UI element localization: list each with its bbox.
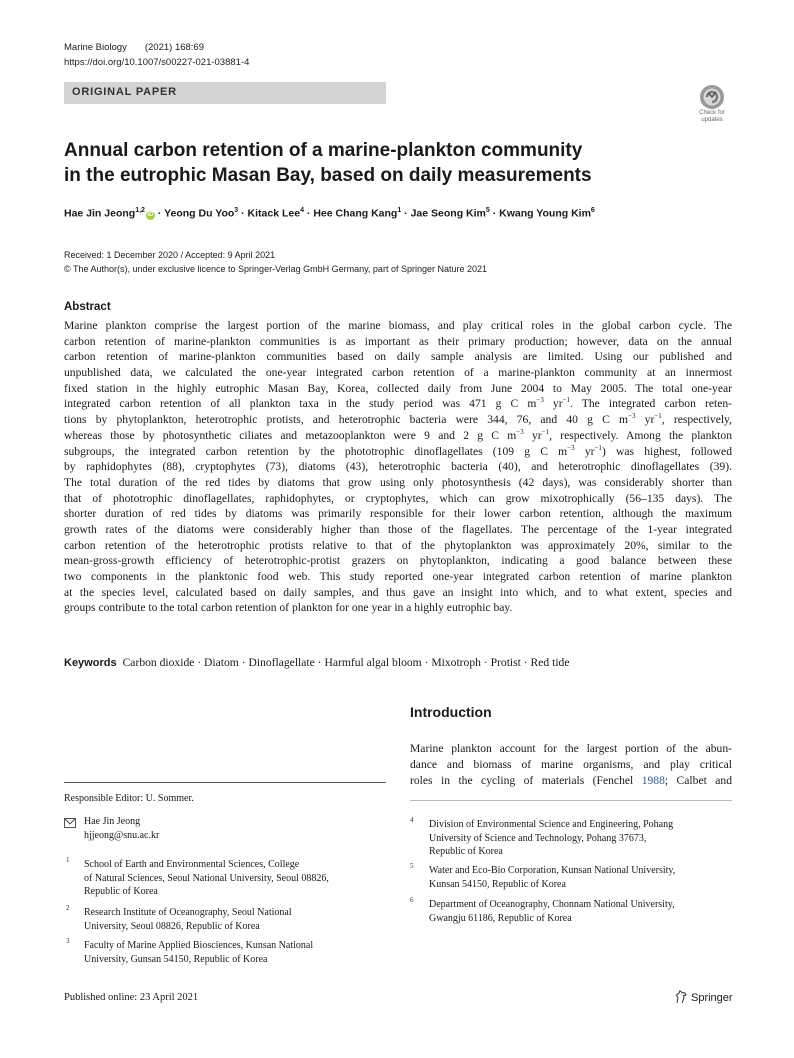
affiliation-number: 3 [66,937,70,945]
text-line: subgroups, the integrated carbon retention by the phototrophic dinoflagellates (109 g C $m^{-3}$ $yr^{-1}$) was highest, followed [64,443,732,458]
affiliation [84,858,384,899]
check-updates-label-1: Check for [699,110,725,116]
author-name[interactable]: Hae Jin Jeong [64,207,136,220]
author-name[interactable]: Yeong Du Yoo [164,207,235,220]
text-line: fixed station in the highly eutrophic Masan Bay, Korea, collected daily from June 2004 to May 2005. The total one-year [64,381,732,395]
text-line: two components in the planktonic food web. This study reported one-year integrated carbon retention of marine plankton [64,570,732,583]
journal-volume: (2021) 168:69 [144,42,205,53]
paper-type-banner [64,82,386,104]
affiliation [429,898,729,925]
affiliation-line: University, Seoul 08826, Republic of Korea [84,920,260,932]
author-affiliation-ref: 6 [590,207,595,214]
author-affiliation-ref: 4 [300,207,304,214]
check-updates-icon [699,84,725,110]
affiliation-line: University of Science and Technology, Pohang 37673, [429,832,647,844]
abstract-body [64,318,732,616]
affiliation [429,864,729,891]
text-line: mean-gross-growth efficiency of heterotrophic-protist grazers on phytoplankton, indicating a good balance between these [64,554,732,568]
text-line: that of phototrophic dinoflagellates, raphidophytes, or cryptophytes, which can grow mixotrophically (56–135 days). The [64,491,732,505]
author-affiliation-ref: 1,2 [135,207,145,214]
published-online-date: Published online: 23 April 2021 [64,992,199,1003]
author-list [64,207,595,220]
text-line: carbon retention of marine-plankton communities is as important as their primary production; however, data on the annual [64,334,732,348]
affiliation-line: Republic of Korea [429,846,503,857]
paper-title [64,138,624,188]
keywords-label: Keywords [64,657,117,669]
affiliation-line: Kunsan 54150, Republic of Korea [429,878,566,890]
affiliation-line: Department of Oceanography, Chonnam National University, [429,899,675,910]
doi-link[interactable]: https://doi.org/10.1007/s00227-021-03881-4 [64,57,250,68]
affiliation-line: Water and Eco-Bio Corporation, Kunsan National University, [429,865,676,876]
keywords [64,656,570,669]
affiliation-number: 4 [410,816,414,824]
author-separator: · [489,207,500,220]
footnote-divider-right [410,800,732,801]
keywords-list: Carbon dioxide · Diatom · Dinoflagellate · Harmful algal bloom · Mixotroph · Protist · Red tide [122,656,570,669]
author-separator: · [401,207,411,220]
copyright-notice: © The Author(s), under exclusive licence to Springer-Verlag GmbH Germany, part of Springer Nature 2021 [64,264,487,274]
title-line: Annual carbon retention of a marine-plankton community [64,140,583,161]
title-line: in the eutrophic Masan Bay, based on daily measurements [64,165,592,186]
text-line: carbon retention of marine-plankton communities based on daily sample analysis are limited. Using our published and [64,350,732,364]
text-line: roles in the cycling of materials (Fenchel 1988; Calbet and [410,773,732,787]
publisher-name: Springer [691,992,733,1004]
author-separator: · [238,207,248,220]
footnote-divider [64,782,386,783]
text-line: integrated carbon retention of all plankton taxa in the study period was 471 g C $m^{-3}$ $yr^{-1}$. The integrated carbon reten- [64,396,733,411]
text-line: carbon retention of the heterotrophic protists relative to that of the phytoplankton was approximately 20%, similar to the [64,538,732,552]
responsible-editor: Responsible Editor: U. Sommer. [64,793,194,804]
affiliation-line: Research Institute of Oceanography, Seoul National [84,907,292,918]
paper-type-label: ORIGINAL PAPER [72,86,177,98]
affiliation-number: 5 [410,862,414,870]
abstract-heading: Abstract [64,301,111,313]
author-affiliation-ref: 3 [234,207,239,214]
affiliation-line: Division of Environmental Science and Engineering, Pohang [429,819,674,830]
text-line: Marine plankton account for the largest portion of the abun- [410,742,732,755]
affiliation-line: Gwangju 61186, Republic of Korea [429,912,572,924]
citation-link[interactable]: 1988 [641,773,665,787]
text-line: tions by phytoplankton, heterotrophic protists, and heterotrophic bacteria were 344, 76, and 40 g C $m^{-3}$ $yr^{-1}$, respectively, [64,412,733,427]
introduction-heading: Introduction [410,704,492,720]
text-line: shorter duration of red tides by diatoms was primarily responsible for their lower carbon retention, although the maximum [64,507,732,521]
author-separator: · [303,207,314,220]
corresponding-author-email[interactable]: hjjeong@snu.ac.kr [84,830,160,841]
introduction-body [410,741,732,788]
text-line: whereas those by photosynthetic ciliates and metazooplankton were 9 and 2 g C $m^{-3}$ $yr^{-1}$, respectively. Among the plankton [64,427,732,442]
affiliation [84,939,384,966]
affiliation-line: School of Earth and Environmental Sciences, College [84,859,300,870]
publisher-logo [675,990,733,1004]
affiliation-number: 2 [66,904,70,912]
journal-name: Marine Biology [64,42,127,53]
received-accepted-dates: Received: 1 December 2020 / Accepted: 9 April 2021 [64,250,276,260]
text-line: dance and biomass of marine organisms, and play critical [410,757,732,771]
affiliation [429,818,729,859]
affiliation-line: Faculty of Marine Applied Biosciences, Kunsan National [84,940,314,951]
text-line: groups contribute to the total carbon retention of plankton for one year in a highly eutrophic bay. [64,601,513,615]
author-name[interactable]: Kitack Lee [247,207,301,220]
author-affiliation-ref: 1 [397,207,402,214]
text-line: Marine plankton comprise the largest portion of the marine biomass, and play critical roles in the global carbon cycle. The [64,319,732,332]
orcid-icon[interactable]: iD [147,211,154,218]
author-name[interactable]: Jae Seong Kim [410,207,486,220]
email-icon [64,818,76,828]
journal-citation [64,42,204,53]
author-name[interactable]: Hee Chang Kang [313,207,398,220]
text-line: The total duration of the red tides by diatoms that grow using only photosynthesis (42 days), was considerably shorter than [64,475,732,489]
affiliation-line: University, Gunsan 54150, Republic of Korea [84,953,268,965]
affiliation-line: of Natural Sciences, Seoul National University, Seoul 08826, [84,872,329,884]
check-for-updates-badge[interactable] [690,84,734,126]
corresponding-author-name: Hae Jin Jeong [84,816,141,827]
text-line: growth rates of the diatoms were considerably higher than those of the flagellates. The percentage of the 1-year integrated [64,522,732,536]
affiliation-number: 6 [410,896,414,904]
text-line: unpublished data, we calculated the one-year integrated carbon retention of a marine-plankton community at an innermost [64,366,732,380]
text-line: by raphidophytes (88), cryptophytes (73), diatoms (43), heterotrophic bacteria (40), and heterotrophic dinoflagellates (39). [64,460,732,474]
author-name[interactable]: Kwang Young Kim [499,207,591,220]
author-affiliation-ref: 5 [485,207,490,214]
springer-horse-icon [675,990,687,1004]
text-line: at the species level, calculated based on daily samples, and thus gave an insight into which, and to what extent, species and [64,585,732,599]
author-separator: · [154,207,165,220]
affiliation-line: Republic of Korea [84,886,158,897]
check-updates-label-2: updates [701,117,723,123]
affiliation-number: 1 [66,856,70,864]
affiliation [84,906,384,933]
